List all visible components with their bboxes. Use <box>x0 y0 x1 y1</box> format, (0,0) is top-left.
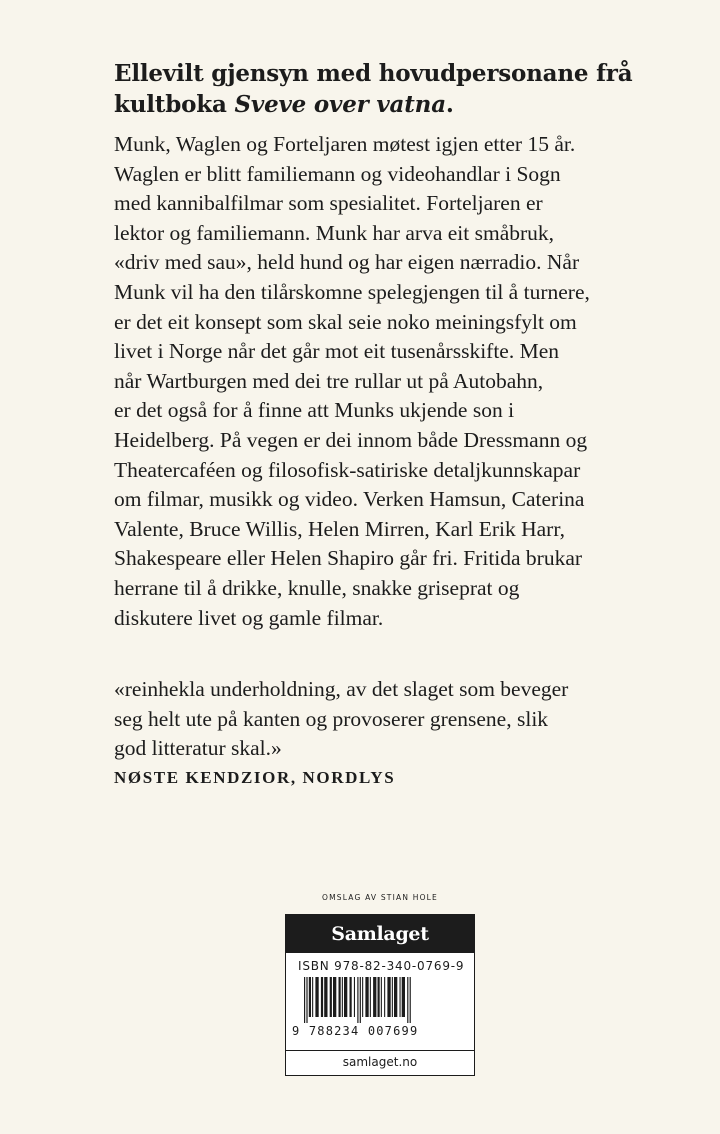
barcode-bar <box>387 977 390 1017</box>
blurb-line: livet i Norge når det går mot eit tusenårsskifte. Men <box>114 339 560 364</box>
barcode-bar <box>362 977 363 1017</box>
barcode-bar <box>360 977 361 1023</box>
blurb-line: diskutere livet og gamle filmar. <box>114 605 384 630</box>
barcode-bar <box>373 977 376 1017</box>
barcode-bar <box>315 977 318 1017</box>
quote-line: god litteratur skal.» <box>114 736 282 761</box>
headline-end: . <box>445 91 454 118</box>
barcode-bar <box>321 977 323 1017</box>
barcode-bar <box>312 977 313 1017</box>
quote-line: «reinhekla underholdning, av det slaget som beveger <box>114 677 569 701</box>
blurb-line: med kannibalfilmar som spesialitet. Forteljaren er <box>114 191 543 216</box>
blurb-line: Valente, Bruce Willis, Helen Mirren, Karl Erik Harr, <box>114 516 566 541</box>
barcode-bar <box>309 977 311 1017</box>
blurb-line: når Wartburgen med dei tre rullar ut på Autobahn, <box>114 368 544 393</box>
barcode-bar <box>392 977 393 1017</box>
barcode-bar <box>410 977 411 1023</box>
barcode-bar <box>400 977 401 1017</box>
quote-source: NØSTE KENDZIOR, NORDLYS <box>114 768 396 787</box>
barcode-bar <box>304 977 305 1023</box>
barcode-bar <box>344 977 347 1017</box>
quote-line: seg helt ute på kanten og provoserer grensene, slik <box>114 706 549 731</box>
blurb-line: er det eit konsept som skal seie noko meiningsfylt om <box>114 309 577 334</box>
back-cover-text <box>114 58 634 633</box>
publisher-website: samlaget.no <box>286 1050 474 1069</box>
barcode-bar <box>407 977 408 1023</box>
headline <box>114 58 634 120</box>
barcode-bar <box>339 977 341 1017</box>
imprint-box <box>285 914 475 1076</box>
barcode-bar <box>378 977 380 1017</box>
barcode-bar <box>333 977 336 1017</box>
blurb-line: Theatercaféen og filosofisk-satiriske detaljkunnskapar <box>114 457 581 482</box>
publisher-logo: Samlaget <box>286 915 474 953</box>
barcode-bar <box>402 977 405 1017</box>
review-quote <box>114 675 634 764</box>
barcode-bar <box>324 977 327 1017</box>
barcode-bar <box>354 977 355 1017</box>
book-title: Sveve over vatna <box>234 91 446 118</box>
blurb-line: om filmar, musikk og video. Verken Hamsun, Caterina <box>114 487 585 512</box>
barcode-bar <box>394 977 397 1017</box>
barcode-digits: 9 788234 007699 <box>292 1024 419 1038</box>
blurb-line: «driv med sau», held hund og har eigen nærradio. Når <box>114 250 580 275</box>
blurb-line: Shakespeare eller Helen Shapiro går fri. Fritida brukar <box>114 546 583 571</box>
blurb-line: Heidelberg. På vegen er dei innom både Dressmann og <box>114 427 588 452</box>
barcode-bar <box>330 977 332 1017</box>
cover-credit: OMSLAG AV STIAN HOLE <box>322 893 438 902</box>
barcode-bar <box>306 977 307 1023</box>
blurb <box>114 130 634 633</box>
blurb-line: Munk, Waglen og Forteljaren møtest igjen etter 15 år. <box>114 132 576 156</box>
isbn: ISBN 978-82-340-0769-9 <box>298 959 465 973</box>
blurb-line: er det også for å finne att Munks ukjende son i <box>114 398 515 423</box>
headline-lead: Ellevilt gjensyn med hovudpersonane frå kultboka <box>114 60 633 118</box>
barcode-bar <box>342 977 343 1017</box>
barcode-bar <box>357 977 358 1023</box>
blurb-line: lektor og familiemann. Munk har arva eit småbruk, <box>114 220 555 245</box>
barcode-bar <box>381 977 382 1017</box>
barcode <box>298 977 462 1023</box>
blurb-line: herrane til å drikke, knulle, snakke griseprat og <box>114 575 520 600</box>
barcode-bar <box>384 977 385 1017</box>
barcode-bar <box>370 977 371 1017</box>
blurb-line: Munk vil ha den tilårskomne spelegjengen til å turnere, <box>114 279 590 304</box>
blurb-line: Waglen er blitt familiemann og videohandlar i Sogn <box>114 161 561 186</box>
barcode-bar <box>350 977 352 1017</box>
barcode-bar <box>365 977 368 1017</box>
